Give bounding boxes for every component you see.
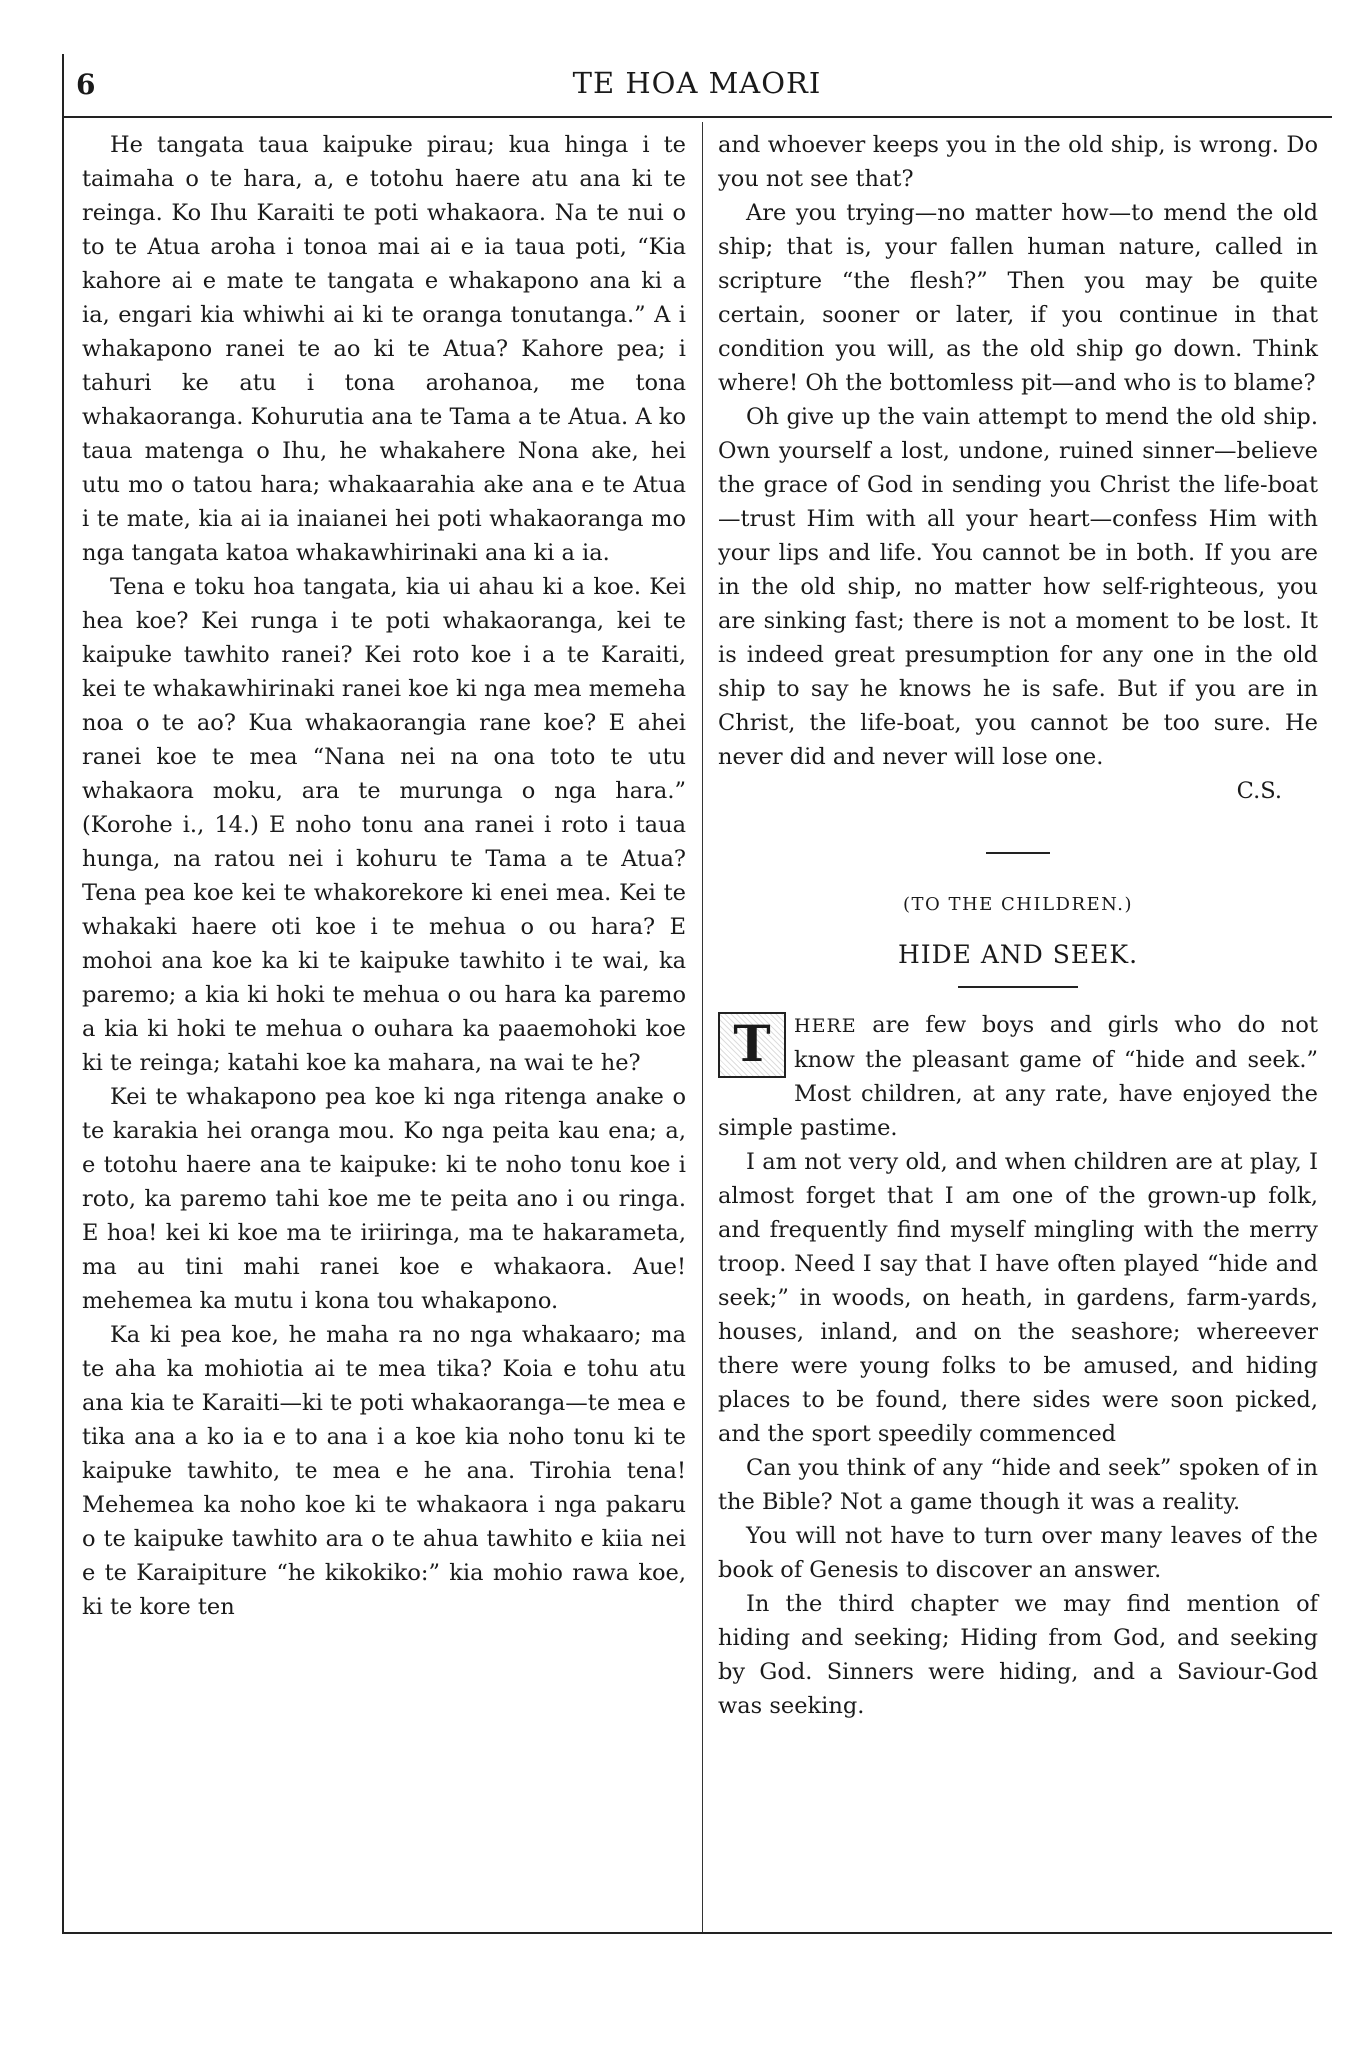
left-border-rule	[62, 54, 64, 1934]
story-paragraph-1	[718, 1008, 1318, 1145]
maori-paragraph-1: He tangata taua kaipuke pirau; kua hinga i te taimaha o te hara, a, e totohu haere atu ana ki te reinga. Ko Ihu Karaiti te poti whakaora. Na te nui o to te Atua aroha i tonoa mai ai e ia taua poti, “Kia kahore ai e mate te tangata e whakapono ana ki a ia, engari kia whiwhi ai ki te oranga tonutanga.” A i whakapono ranei te ao ki te Atua? Kahore pea; i tahuri ke atu i tona arohanoa, me tona whakaoranga. Kohurutia ana te Tama a te Atua. A ko taua matenga o Ihu, he whakahere Nona ake, hei utu mo o tatou hara; whakaarahia ake ana e te Atua i te mate, kia ai ia inaianei hei poti whakaoranga mo nga tangata katoa whakawhirinaki ana ki a ia.	[82, 132, 686, 566]
maori-paragraph-2: Tena e toku hoa tangata, kia ui ahau ki a koe. Kei hea koe? Kei runga i te poti whakaoranga, kei te kaipuke tawhito ranei? Kei roto koe i a te Karaiti, kei te whakawhirinaki ranei koe ki nga mea memeha noa o te ao? Kua whakaorangia rane koe? E ahei ranei koe te mea “Nana nei na ona toto te utu whakaora moku, ara te murunga o nga hara.” (Korohe i., 14.) E noho tonu ana ranei i roto i taua hunga, na ratou nei i kohuru te Tama a te Atua? Tena pea koe kei te whakorekore ki enei mea. Kei te whakaki haere oti koe i te mehua o ou hara? E mohoi ana koe ka ki te kaipuke tawhito i te wai, ka paremo; a kia ki hoki te mehua o ou hara ka paremo a kia ki hoki te mehua o ouhara ka paaemohoki koe ki te reinga; katahi koe ka mahara, na wai te he?	[82, 574, 686, 1076]
english-paragraph-3: Oh give up the vain attempt to mend the old ship. Own yourself a lost, undone, ruined sinner—believe the grace of God in sending you Christ the life-boat—trust Him with all your heart—confess Him with your lips and life. You cannot be in both. If you are in the old ship, no matter how self-righteous, you are sinking fast; there is not a moment to be lost. It is indeed great presumption for any one in the old ship to say he knows he is safe. But if you are in Christ, the life-boat, you cannot be too sure. He never did and never will lose one.	[718, 404, 1318, 770]
english-paragraph-2: Are you trying—no matter how—to mend the old ship; that is, your fallen human nature, called in scripture “the flesh?” Then you may be quite certain, sooner or later, if you continue in that condition you will, as the old ship go down. Think where! Oh the bottomless pit—and who is to blame?	[718, 200, 1318, 396]
story-paragraph-1-text: are few boys and girls who do not know the pleasant game of “hide and seek.” Most children, at any rate, have enjoyed the simple pastime.	[718, 1012, 1318, 1141]
section-separator-rule	[986, 852, 1050, 854]
left-column	[82, 128, 686, 1624]
author-signature: C.S.	[1236, 778, 1282, 804]
maori-paragraph-3: Kei te whakapono pea koe ki nga ritenga anake o te karakia hei oranga mou. Ko nga peita kau ena; a, e totohu haere ana te kaipuke: ki te noho tonu koe i roto, ka paremo tahi koe me te peita ano i ou ringa. E hoa! kei ki koe ma te iriiringa, ma te hakarameta, ma au tini mahi ranei koe e whakaora. Aue! mehemea ka mutu i kona tou whakapono.	[82, 1084, 686, 1314]
drop-cap-letter: T	[718, 1012, 786, 1078]
story-paragraph-4: You will not have to turn over many leaves of the book of Genesis to discover an answer.	[718, 1523, 1318, 1583]
column-divider	[702, 122, 703, 1932]
story-paragraph-3: Can you think of any “hide and seek” spoken of in the Bible? Not a game though it was a reality.	[718, 1455, 1318, 1515]
maori-paragraph-4: Ka ki pea koe, he maha ra no nga whakaaro; ma te aha ka mohiotia ai te mea tika? Koia e tohu atu ana kia te Karaiti—ki te poti whakaoranga—te mea e tika ana a ko ia e to ana i a koe kia noho tonu ki te kaipuke tawhito, te mea e he ana. Tirohia tena! Mehemea ka noho koe ki te whakaora i nga pakaru o te kaipuke tawhito ara o te ahua tawhito e kiia nei e te Karaipiture “he kikokiko:” kia mohio rawa koe, ki te kore ten	[82, 1322, 686, 1620]
story-first-words: HERE	[794, 1015, 857, 1037]
page-number: 6	[76, 68, 96, 101]
right-column	[718, 128, 1318, 1723]
section-title: HIDE AND SEEK.	[897, 940, 1139, 969]
newspaper-page	[62, 54, 1332, 1934]
title-underline-rule	[958, 986, 1078, 988]
bottom-border-rule	[62, 1932, 1332, 1934]
page-header	[62, 54, 1332, 118]
english-paragraph-1: and whoever keeps you in the old ship, is wrong. Do you not see that?	[718, 132, 1318, 192]
story-paragraph-2: I am not very old, and when children are at play, I almost forget that I am one of the grown-up folk, and frequently find myself mingling with the merry troop. Need I say that I have often played “hide and seek;” in woods, on heath, in gardens, farm-yards, houses, inland, and on the seashore; whereever there were young folks to be amused, and hiding places to be found, there sides were soon picked, and the sport speedily commenced	[718, 1149, 1318, 1447]
running-title: TE HOA MAORI	[572, 66, 822, 100]
section-note: (TO THE CHILDREN.)	[902, 894, 1134, 915]
story-paragraph-5: In the third chapter we may find mention of hiding and seeking; Hiding from God, and seeking by God. Sinners were hiding, and a Saviour-God was seeking.	[718, 1591, 1318, 1719]
